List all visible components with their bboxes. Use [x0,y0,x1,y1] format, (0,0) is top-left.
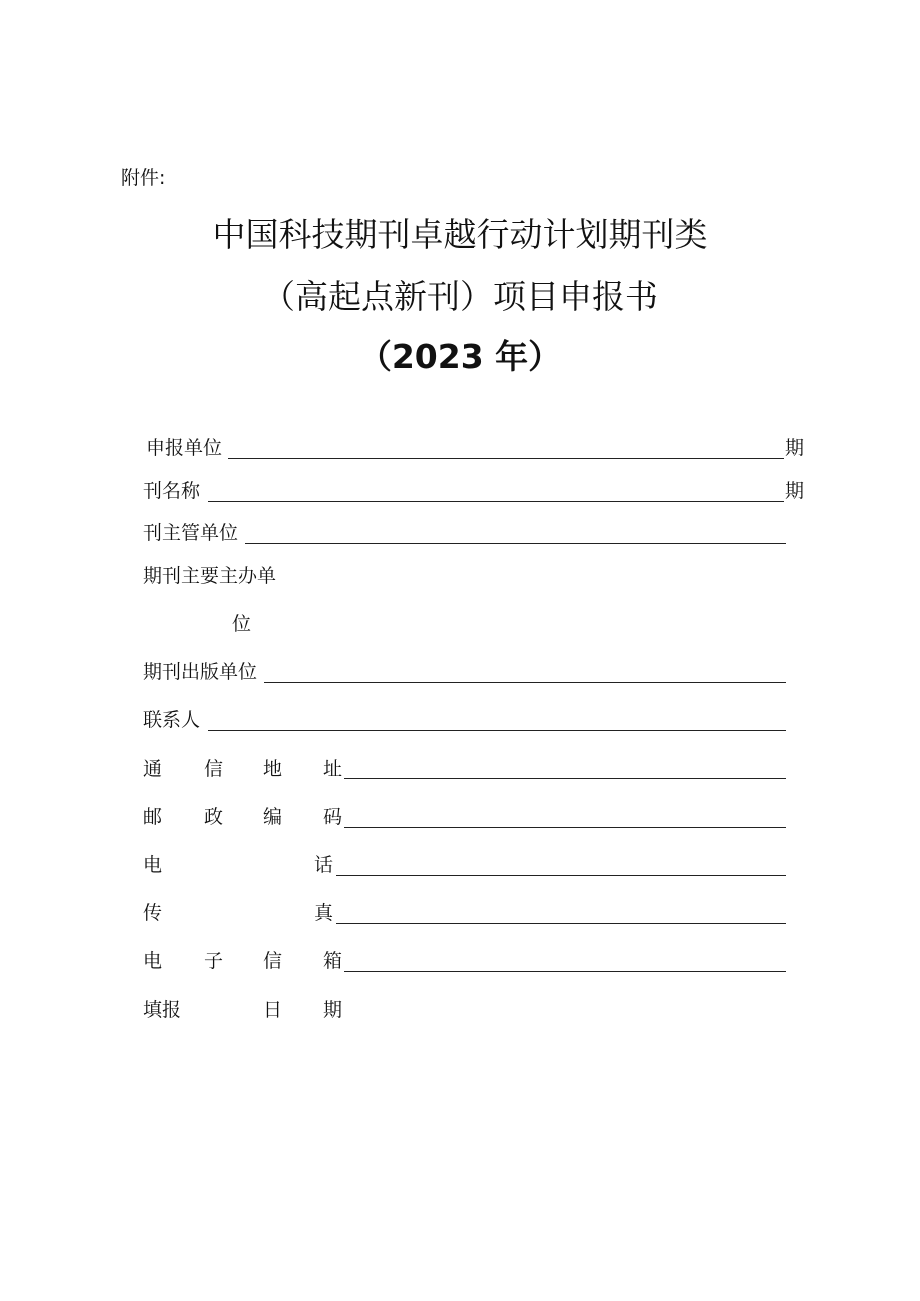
phone-field[interactable] [336,875,786,876]
publisher-unit-label: 期刊出版单位 [143,661,258,683]
address-label-char: 地 [263,758,283,780]
document-title-line-2: （高起点新刊）项目申报书 [262,277,658,316]
sponsor-unit-label-continued: 位 [232,613,252,635]
fax-label-char: 传 [143,902,163,924]
apply-unit-label: 申报单位 [146,437,223,459]
email-label-char: 子 [204,950,224,972]
address-label-char: 址 [323,758,343,780]
apply-unit-suffix: 期 [785,437,805,459]
fill-date-label-part: 期 [323,999,343,1021]
supervising-unit-label: 刊主管单位 [143,522,239,544]
fax-field[interactable] [336,923,786,924]
attachment-label: 附件: [121,167,166,189]
sponsor-unit-label: 期刊主要主办单 [143,565,277,587]
publisher-unit-field[interactable] [264,682,786,683]
address-label-char: 通 [143,758,163,780]
supervising-unit-field[interactable] [245,543,786,544]
contact-label: 联系人 [143,709,201,731]
email-label-char: 箱 [323,950,343,972]
postcode-field[interactable] [344,827,786,828]
phone-label-char: 话 [314,854,334,876]
postcode-label-char: 邮 [143,806,163,828]
postcode-label-char: 政 [204,806,224,828]
journal-name-suffix: 期 [785,480,805,502]
journal-name-field[interactable] [208,501,784,502]
apply-unit-field[interactable] [228,458,784,459]
phone-label-char: 电 [143,854,163,876]
document-title-line-1: 中国科技期刊卓越行动计划期刊类 [212,215,708,254]
postcode-label-char: 编 [263,806,283,828]
fill-date-label-part: 填报 [143,999,182,1021]
email-field[interactable] [344,971,786,972]
document-title-year: （2023 年） [358,337,562,376]
journal-name-label: 刊名称 [143,480,201,502]
fax-label-char: 真 [314,902,334,924]
contact-field[interactable] [208,730,786,731]
address-label-char: 信 [204,758,224,780]
address-field[interactable] [344,778,786,779]
fill-date-label-part: 日 [263,999,283,1021]
email-label-char: 电 [143,950,163,972]
email-label-char: 信 [263,950,283,972]
postcode-label-char: 码 [323,806,343,828]
